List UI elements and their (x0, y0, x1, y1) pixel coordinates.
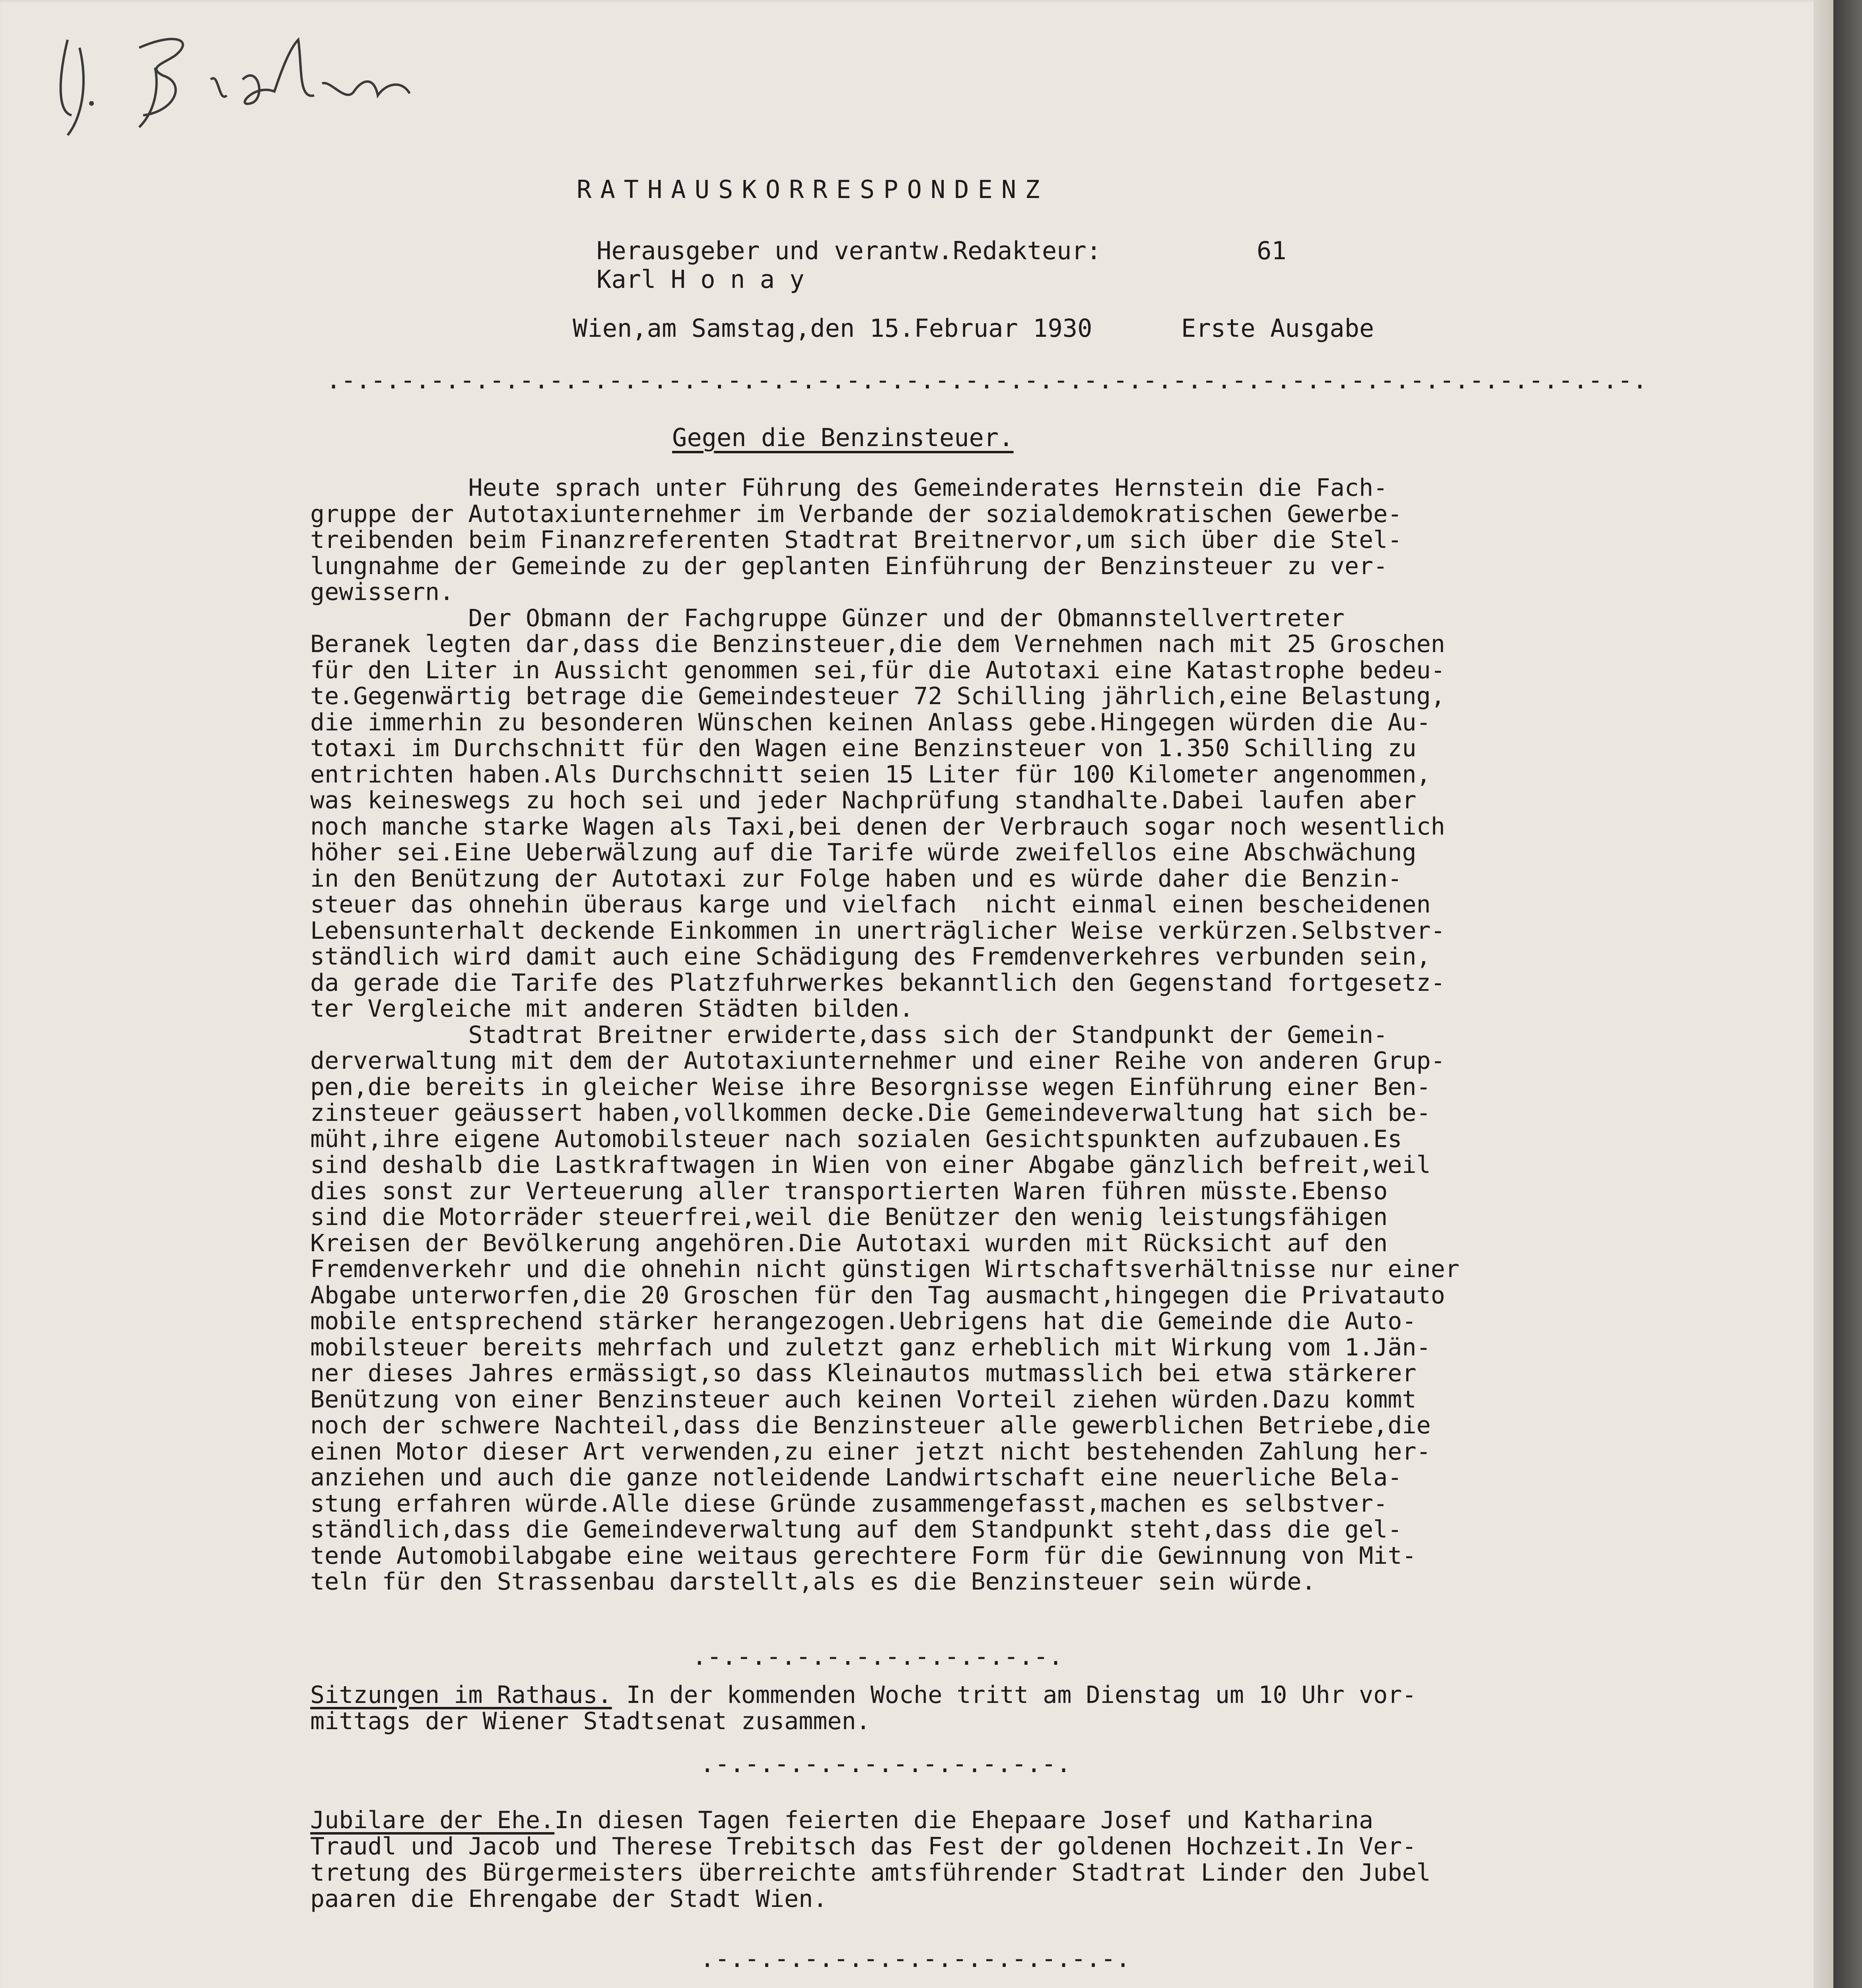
article-line: höher sei.Eine Ueberwälzung auf die Tarife würde zweifellos eine Abschwächung (310, 839, 1417, 866)
article-line: stung erfahren würde.Alle diese Gründe zusammengefasst,machen es selbstver- (310, 1489, 1388, 1518)
article-line: in den Benützung der Autotaxi zur Folge haben und es würde daher die Benzin- (310, 864, 1402, 893)
article-line: gruppe der Autotaxiunternehmer im Verbande der sozialdemokratischen Gewerbe- (310, 500, 1402, 528)
article-line: treibenden beim Finanzreferenten Stadtrat Breitnervor,um sich über die Stel- (310, 526, 1402, 554)
article-line: Lebensunterhalt deckende Einkommen in unerträglicher Weise verkürzen.Selbstver- (310, 916, 1445, 945)
article-line: sind die Motorräder steuerfrei,weil die Benützer den wenig leistungsfähigen (310, 1203, 1388, 1231)
article-line: was keineswegs zu hoch sei und jeder Nachprüfung standhalte.Dabei laufen aber (310, 786, 1417, 814)
article-line: gewissern. (310, 578, 454, 606)
article-sitzungen (310, 1682, 1416, 1734)
publisher-block (597, 237, 1101, 294)
article-line: sind deshalb die Lastkraftwagen in Wien von einer Abgabe gänzlich befreit,weil (310, 1151, 1431, 1179)
headline-text: Gegen die Benzinsteuer. (672, 423, 1014, 452)
article-line: tende Automobilabgabe eine weitaus gerechtere Form für die Gewinnung von Mit- (310, 1541, 1417, 1570)
edition-label: Erste Ausgabe (1181, 314, 1374, 343)
article-line: Benützung von einer Benzinsteuer auch keinen Vorteil ziehen würden.Dazu kommt (310, 1385, 1417, 1413)
article-jubilare (310, 1807, 1431, 1912)
article-body (310, 475, 1460, 1595)
article-line: derverwaltung mit dem der Autotaxiunternehmer und einer Reihe von anderen Grup- (310, 1047, 1445, 1075)
article-line: totaxi im Durchschnitt für den Wagen eine Benzinsteuer von 1.350 Schilling zu (310, 734, 1417, 762)
divider-top: .-.-.-.-.-.-.-.-.-.-.-.-.-.-.-.-.-.-.-.-.-.-.-.-.-.-.-.-.-.-.-.-.-.-.-.-.-.-.-.-.-.-.-.-. (326, 365, 1648, 394)
article-line: müht,ihre eigene Automobilsteuer nach sozialen Gesichtspunkten aufzubauen.Es (310, 1125, 1402, 1153)
divider: .-.-.-.-.-.-.-.-.-.-.-.-. (700, 1749, 1071, 1778)
divider: .-.-.-.-.-.-.-.-.-.-.-.-. (692, 1642, 1063, 1671)
article-line: zinsteuer geäussert haben,vollkommen decke.Die Gemeindeverwaltung hat sich be- (310, 1099, 1431, 1127)
editor-name: Karl H o n a y (597, 265, 805, 294)
article-line: steuer das ohnehin überaus karge und vielfach nicht einmal einen bescheidenen (310, 891, 1431, 918)
article-line: dies sonst zur Verteuerung aller transportierten Waren führen müsste.Ebenso (310, 1177, 1388, 1205)
issue-number: 61 (1257, 236, 1287, 265)
book-edge (1833, 0, 1862, 1988)
article-headline (672, 423, 1014, 452)
article-line: Traudl und Jacob und Therese Trebitsch das Fest der goldenen Hochzeit.In Ver- (310, 1833, 1417, 1860)
article-line: pen,die bereits in gleicher Weise ihre Besorgnisse wegen Einführung einer Ben- (310, 1073, 1431, 1101)
page-spine (1813, 0, 1833, 1988)
article-line: mobilsteuer bereits mehrfach und zuletzt ganz erheblich mit Wirkung vom 1.Jän- (310, 1333, 1431, 1361)
article-line: da gerade die Tarife des Platzfuhrwerkes bekanntlich den Gegenstand fortgesetz- (310, 969, 1445, 997)
article-line: tretung des Bürgermeisters überreichte amtsführender Stadtrat Linder den Jubel (310, 1859, 1431, 1887)
article-line: Stadtrat Breitner erwiderte,dass sich der Standpunkt der Gemein- (310, 1021, 1388, 1049)
article-line: einen Motor dieser Art verwenden,zu einer jetzt nicht bestehenden Zahlung her- (310, 1437, 1431, 1466)
article-line: paaren die Ehrengabe der Stadt Wien. (310, 1885, 828, 1913)
article-line: Kreisen der Bevölkerung angehören.Die Autotaxi wurden mit Rücksicht auf den (310, 1229, 1388, 1257)
article-line: anziehen und auch die ganze notleidende Landwirtschaft eine neuerliche Bela- (310, 1464, 1402, 1491)
article-line: mobile entsprechend stärker herangezogen.Uebrigens hat die Gemeinde die Auto- (310, 1307, 1417, 1335)
handwritten-signature (44, 24, 441, 143)
article-line: Abgabe unterworfen,die 20 Groschen für den Tag ausmacht,hingegen die Privatauto (310, 1281, 1445, 1309)
article-line: Fremdenverkehr und die ohnehin nicht günstigen Wirtschaftsverhältnisse nur einer (310, 1255, 1460, 1283)
article-line: teln für den Strassenbau darstellt,als es die Benzinsteuer sein würde. (310, 1568, 1316, 1596)
article-line: ner dieses Jahres ermässigt,so dass Kleinautos mutmasslich bei etwa stärkerer (310, 1359, 1417, 1387)
article-line: Beranek legten dar,dass die Benzinsteuer,die dem Vernehmen nach mit 25 Groschen (310, 630, 1445, 658)
article-line: für den Liter in Aussicht genommen sei,für die Autotaxi eine Katastrophe bedeu- (310, 656, 1445, 684)
masthead: RATHAUSKORRESPONDENZ (577, 175, 1049, 204)
article-line: noch der schwere Nachteil,dass die Benzinsteuer alle gewerblichen Betriebe,die (310, 1411, 1431, 1439)
article-title: Sitzungen im Rathaus. (310, 1681, 612, 1709)
article-line: In der kommenden Woche tritt am Dienstag um 10 Uhr vor- (612, 1681, 1417, 1709)
article-line: entrichten haben.Als Durchschnitt seien 15 Liter für 100 Kilometer angenommen, (310, 760, 1431, 788)
article-line: ständlich,dass die Gemeindeverwaltung auf dem Standpunkt steht,dass die gel- (310, 1516, 1402, 1543)
article-line: ter Vergleiche mit anderen Städten bilden. (310, 995, 914, 1023)
article-line: ständlich wird damit auch eine Schädigung des Fremdenverkehres verbunden sein, (310, 943, 1431, 971)
article-line: die immerhin zu besonderen Wünschen keinen Anlass gebe.Hingegen würden die Au- (310, 708, 1431, 736)
article-line: te.Gegenwärtig betrage die Gemeindesteuer 72 Schilling jährlich,eine Belastung, (310, 682, 1445, 710)
publisher-line: Herausgeber und verantw.Redakteur: (597, 236, 1102, 265)
article-line: Der Obmann der Fachgruppe Günzer und der Obmannstellvertreter (310, 604, 1345, 632)
article-line: Heute sprach unter Führung des Gemeinderates Hernstein die Fach- (310, 474, 1388, 502)
article-line: noch manche starke Wagen als Taxi,bei denen der Verbrauch sogar noch wesentlich (310, 812, 1445, 841)
article-title: Jubilare der Ehe. (310, 1806, 555, 1834)
divider: .-.-.-.-.-.-.-.-.-.-.-.-.-.-. (700, 1944, 1131, 1973)
dateline: Wien,am Samstag,den 15.Februar 1930 (573, 314, 1092, 343)
article-line: lungnahme der Gemeinde zu der geplanten Einführung der Benzinsteuer zu ver- (310, 552, 1388, 580)
article-line: mittags der Wiener Stadtsenat zusammen. (310, 1707, 871, 1735)
article-line: In diesen Tagen feierten die Ehepaare Josef und Katharina (554, 1806, 1374, 1834)
